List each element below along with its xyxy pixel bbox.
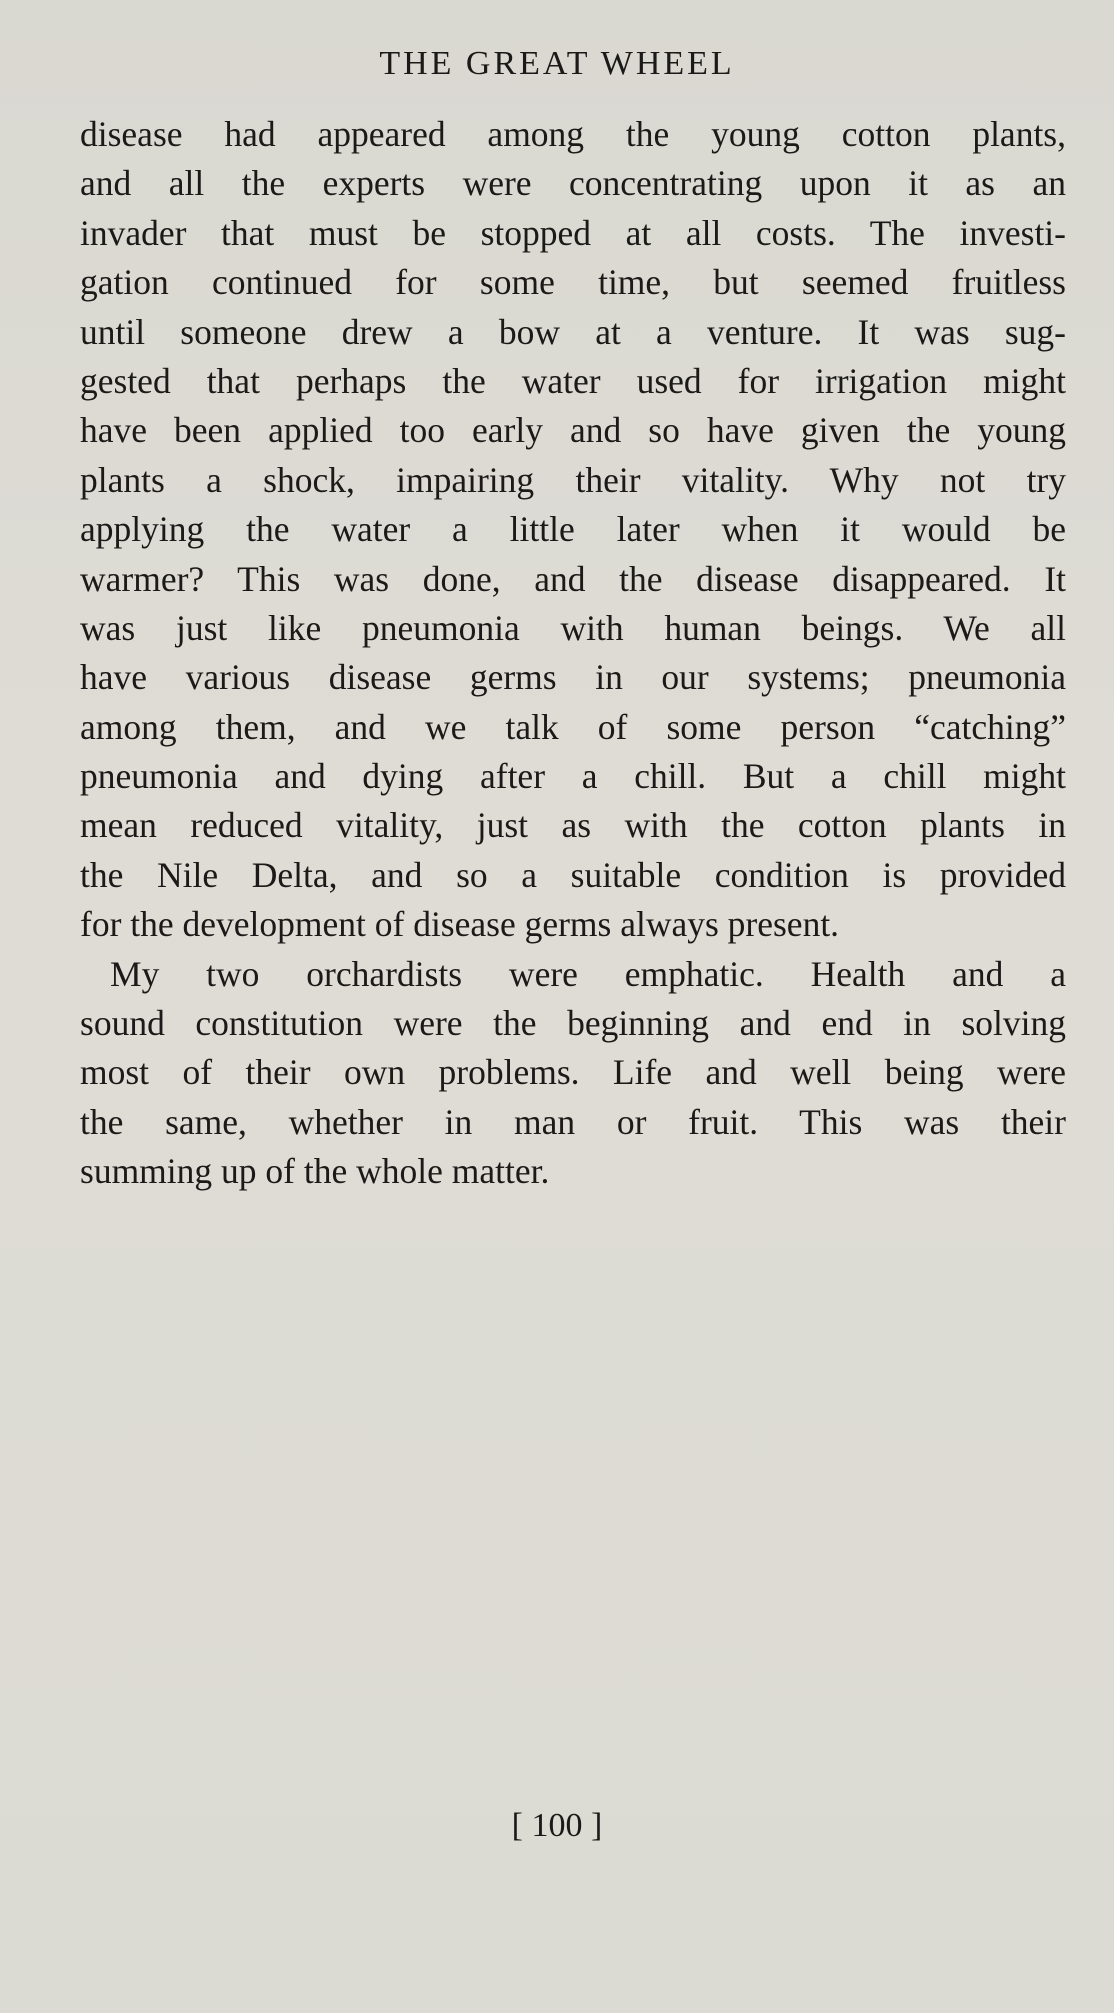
text-line: and all the experts were concentrating upon it as an xyxy=(80,163,1066,204)
text-line: pneumonia and dying after a chill. But a chill might xyxy=(80,756,1066,797)
text-line: invader that must be stopped at all costs. The investi- xyxy=(80,212,1066,253)
text-line: have been applied too early and so have given the young xyxy=(80,410,1066,451)
text-line: applying the water a little later when it would be xyxy=(80,509,1066,550)
text-line: most of their own problems. Life and well being were xyxy=(80,1052,1066,1093)
text-line: My two orchardists were emphatic. Health and a xyxy=(110,953,1066,994)
text-line: disease had appeared among the young cotton plants, xyxy=(80,114,1066,154)
text-line: mean reduced vitality, just as with the cotton plants in xyxy=(80,805,1066,846)
paragraph-2 xyxy=(80,950,1066,1197)
running-head: THE GREAT WHEEL xyxy=(379,45,735,82)
text-line: plants a shock, impairing their vitality. Why not try xyxy=(80,459,1066,500)
text-line: was just like pneumonia with human beings. We all xyxy=(80,607,1066,648)
text-line: gation continued for some time, but seemed fruitless xyxy=(80,262,1066,303)
text-line: the Nile Delta, and so a suitable condition is provided xyxy=(80,854,1066,895)
text-line: among them, and we talk of some person “catching” xyxy=(80,706,1066,747)
text-line: summing up of the whole matter. xyxy=(80,1151,550,1192)
text-line: the same, whether in man or fruit. This was their xyxy=(80,1101,1066,1142)
text-line: gested that perhaps the water used for irrigation might xyxy=(80,360,1066,401)
text-line: until someone drew a bow at a venture. It was sug- xyxy=(80,311,1066,352)
body-text xyxy=(80,110,1066,1197)
text-line: have various disease germs in our systems; pneumonia xyxy=(80,657,1066,698)
text-line: warmer? This was done, and the disease disappeared. It xyxy=(80,558,1066,599)
text-line: for the development of disease germs always present. xyxy=(80,904,840,945)
text-line: sound constitution were the beginning and end in solving xyxy=(80,1003,1066,1044)
paragraph-1 xyxy=(80,110,1066,950)
page-number: [ 100 ] xyxy=(511,1807,603,1844)
